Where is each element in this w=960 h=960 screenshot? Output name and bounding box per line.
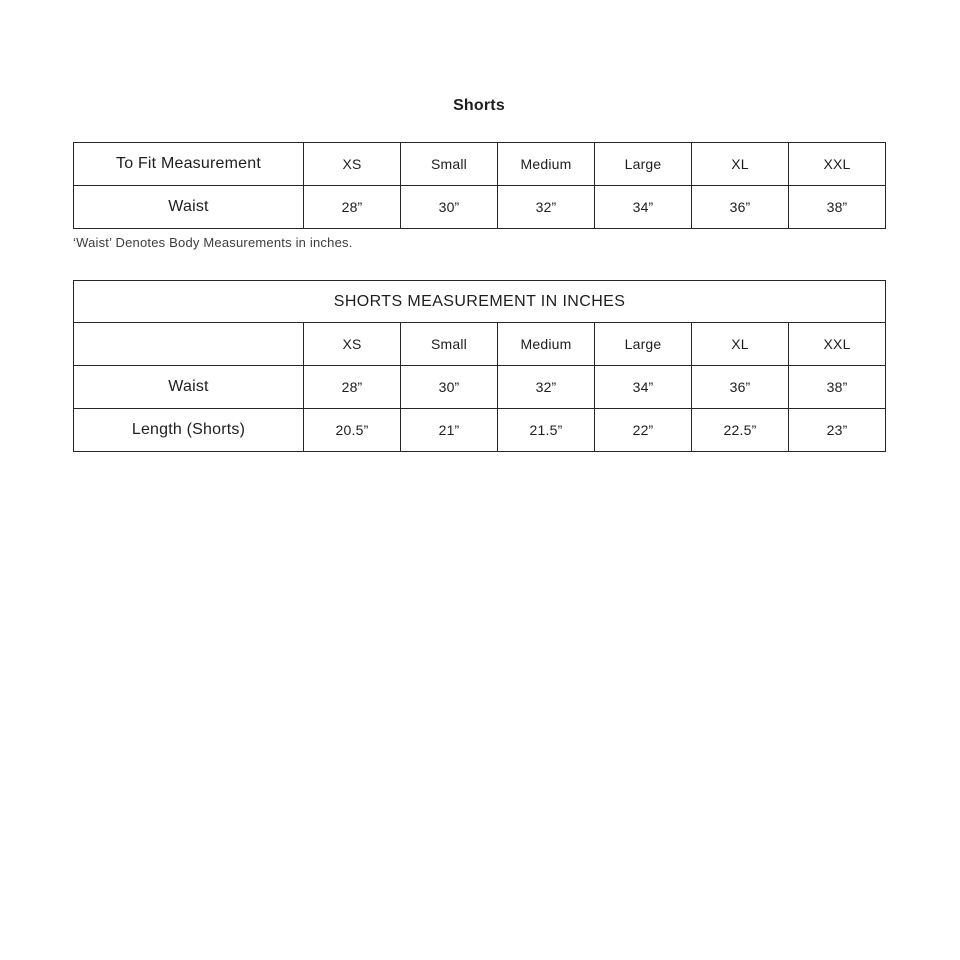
row-label-length-shorts: Length (Shorts) [74, 409, 304, 452]
size-column-header-small: Small [401, 323, 498, 366]
measurement-value-cell: 28” [304, 366, 401, 409]
measurement-value-cell: 28” [304, 186, 401, 229]
shorts-measurement-table [73, 280, 886, 452]
measurement-value-cell: 34” [595, 186, 692, 229]
measurement-value-cell: 22.5” [692, 409, 789, 452]
size-column-header-large: Large [595, 143, 692, 186]
measurement-value-cell: 32” [498, 186, 595, 229]
page-title: Shorts [453, 97, 505, 114]
size-column-header-large: Large [595, 323, 692, 366]
fit-table-header-label: To Fit Measurement [74, 143, 304, 186]
measurement-value-cell: 21.5” [498, 409, 595, 452]
measurement-value-cell: 38” [789, 186, 886, 229]
measurement-value-cell: 20.5” [304, 409, 401, 452]
to-fit-measurement-table [73, 142, 886, 229]
table-header-row [74, 143, 886, 186]
row-label-waist: Waist [74, 366, 304, 409]
measurement-value-cell: 34” [595, 366, 692, 409]
measurement-value-cell: 30” [401, 186, 498, 229]
size-chart-page [73, 0, 885, 452]
size-column-header-xxl: XXL [789, 143, 886, 186]
measurement-value-cell: 32” [498, 366, 595, 409]
measurement-value-cell: 36” [692, 366, 789, 409]
measurement-value-cell: 23” [789, 409, 886, 452]
empty-corner-cell [74, 323, 304, 366]
size-column-header-xs: XS [304, 143, 401, 186]
size-column-header-medium: Medium [498, 143, 595, 186]
measurement-value-cell: 22” [595, 409, 692, 452]
measurement-value-cell: 21” [401, 409, 498, 452]
table-title-row [74, 281, 886, 323]
measurement-value-cell: 30” [401, 366, 498, 409]
table-header-row [74, 323, 886, 366]
size-column-header-medium: Medium [498, 323, 595, 366]
size-column-header-small: Small [401, 143, 498, 186]
garment-table-title: SHORTS MEASUREMENT IN INCHES [74, 281, 886, 323]
measurement-value-cell: 38” [789, 366, 886, 409]
size-column-header-xs: XS [304, 323, 401, 366]
table-row [74, 186, 886, 229]
row-label-waist: Waist [74, 186, 304, 229]
measurement-value-cell: 36” [692, 186, 789, 229]
size-column-header-xl: XL [692, 143, 789, 186]
size-column-header-xxl: XXL [789, 323, 886, 366]
waist-footnote: ‘Waist’ Denotes Body Measurements in inches. [73, 235, 353, 250]
table-row [74, 366, 886, 409]
table-row [74, 409, 886, 452]
size-column-header-xl: XL [692, 323, 789, 366]
